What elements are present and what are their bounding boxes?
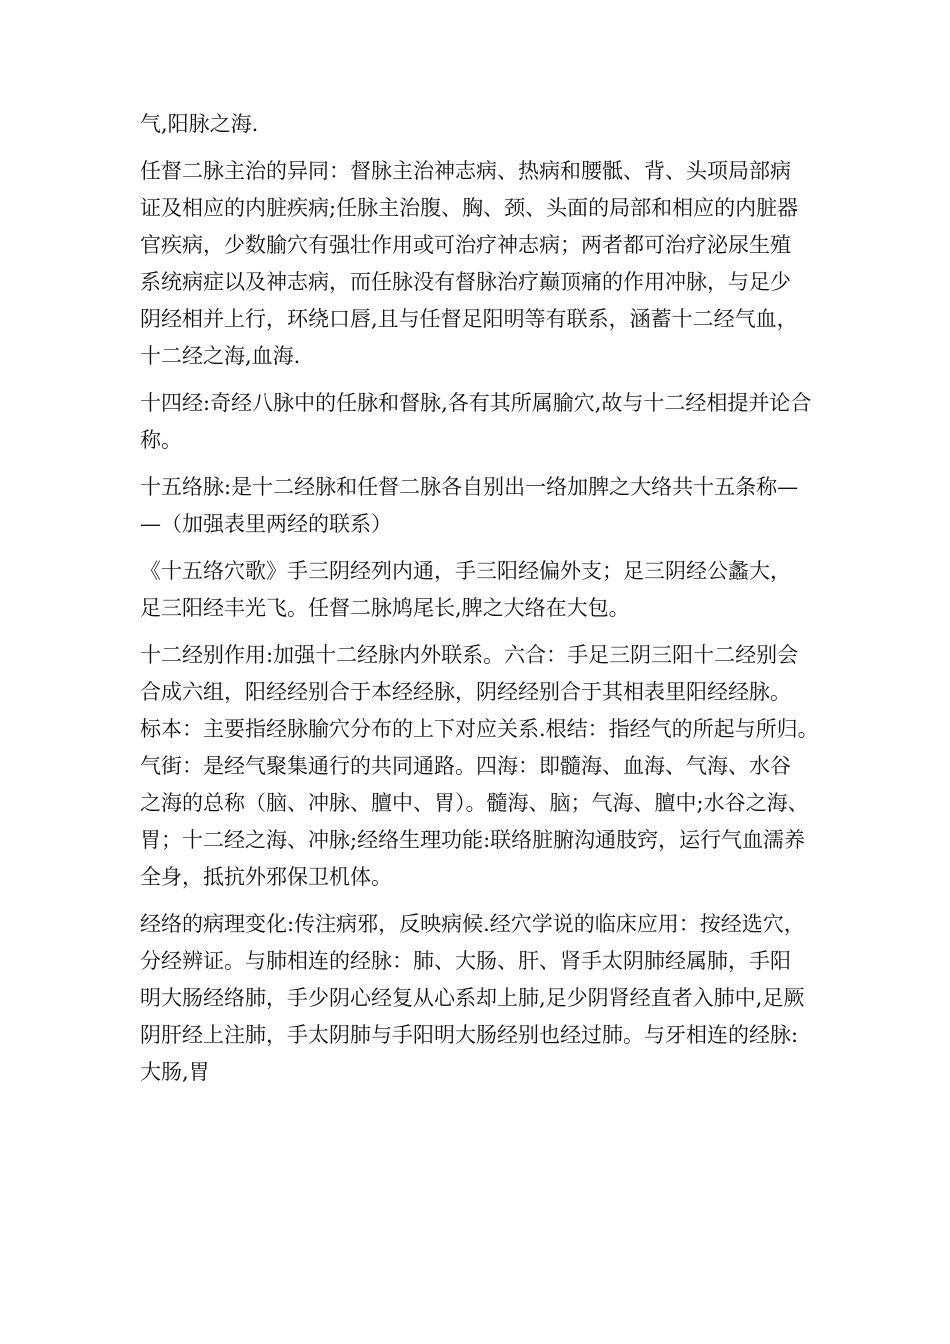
document-body: [140, 106, 858, 1091]
text-line: 胃；十二经之海、冲脉;经络生理功能:联络脏腑沟通肢窍，运行气血濡养: [140, 828, 806, 852]
paragraph-7: [140, 906, 858, 1091]
text-line: 气,阳脉之海.: [140, 112, 259, 136]
text-line: 称。: [140, 428, 182, 452]
paragraph-4: [140, 469, 858, 543]
paragraph-5: [140, 553, 858, 627]
text-line: 官疾病，少数腧穴有强壮作用或可治疗神志病；两者都可治疗泌尿生殖: [140, 233, 791, 257]
text-line: 系统病症以及神志病，而任脉没有督脉治疗巅顶痛的作用冲脉，与足少: [140, 270, 791, 294]
paragraph-6: [140, 637, 858, 896]
paragraph-3: [140, 385, 858, 459]
text-line: 明大肠经络肺，手少阴心经复从心系却上肺,足少阴肾经直者入肺中,足厥: [140, 986, 805, 1010]
text-line: 任督二脉主治的异同：督脉主治神志病、热病和腰骶、背、头项局部病: [140, 159, 791, 183]
text-line: 大肠,胃: [140, 1060, 210, 1084]
text-line: —（加强表里两经的联系）: [140, 512, 392, 536]
text-line: 经络的病理变化:传注病邪，反映病候.经穴学说的临床应用：按经选穴，: [140, 912, 805, 936]
text-line: 标本：主要指经脉腧穴分布的上下对应关系.根结：指经气的所起与所归。: [140, 717, 819, 741]
text-line: 十四经:奇经八脉中的任脉和督脉,各有其所属腧穴,故与十二经相提并论合: [140, 391, 812, 415]
text-line: 阴经相并上行，环绕口唇,且与任督足阳明等有联系，涵蓄十二经气血，: [140, 307, 798, 331]
text-line: 足三阳经丰光飞。任督二脉鸠尾长,脾之大络在大包。: [140, 596, 630, 620]
paragraph-1: [140, 106, 858, 143]
text-line: 《十五络穴歌》手三阴经列内通，手三阳经偏外支；足三阴经公蠡大，: [140, 559, 791, 583]
text-line: 十二经之海,血海.: [140, 344, 301, 368]
text-line: 分经辨证。与肺相连的经脉：肺、大肠、肝、肾手太阴肺经属肺，手阳: [140, 949, 791, 973]
text-line: 阴肝经上注肺，手太阴肺与手阳明大肠经别也经过肺。与牙相连的经脉:: [140, 1023, 799, 1047]
text-line: 证及相应的内脏疾病;任脉主治腹、胸、颈、头面的局部和相应的内脏器: [140, 196, 799, 220]
text-line: 合成六组，阳经经别合于本经经脉，阴经经别合于其相表里阳经经脉。: [140, 680, 791, 704]
text-line: 气街：是经气聚集通行的共同通路。四海：即髓海、血海、气海、水谷: [140, 754, 791, 778]
paragraph-2: [140, 153, 858, 375]
text-line: 十二经别作用:加强十二经脉内外联系。六合：手足三阴三阳十二经别会: [140, 643, 799, 667]
text-line: 之海的总称（脑、冲脉、膻中、胃）。髓海、脑；气海、膻中;水谷之海、: [140, 791, 809, 815]
text-line: 全身，抵抗外邪保卫机体。: [140, 865, 392, 889]
text-line: 十五络脉:是十二经脉和任督二脉各自别出一络加脾之大络共十五条称—: [140, 475, 799, 499]
